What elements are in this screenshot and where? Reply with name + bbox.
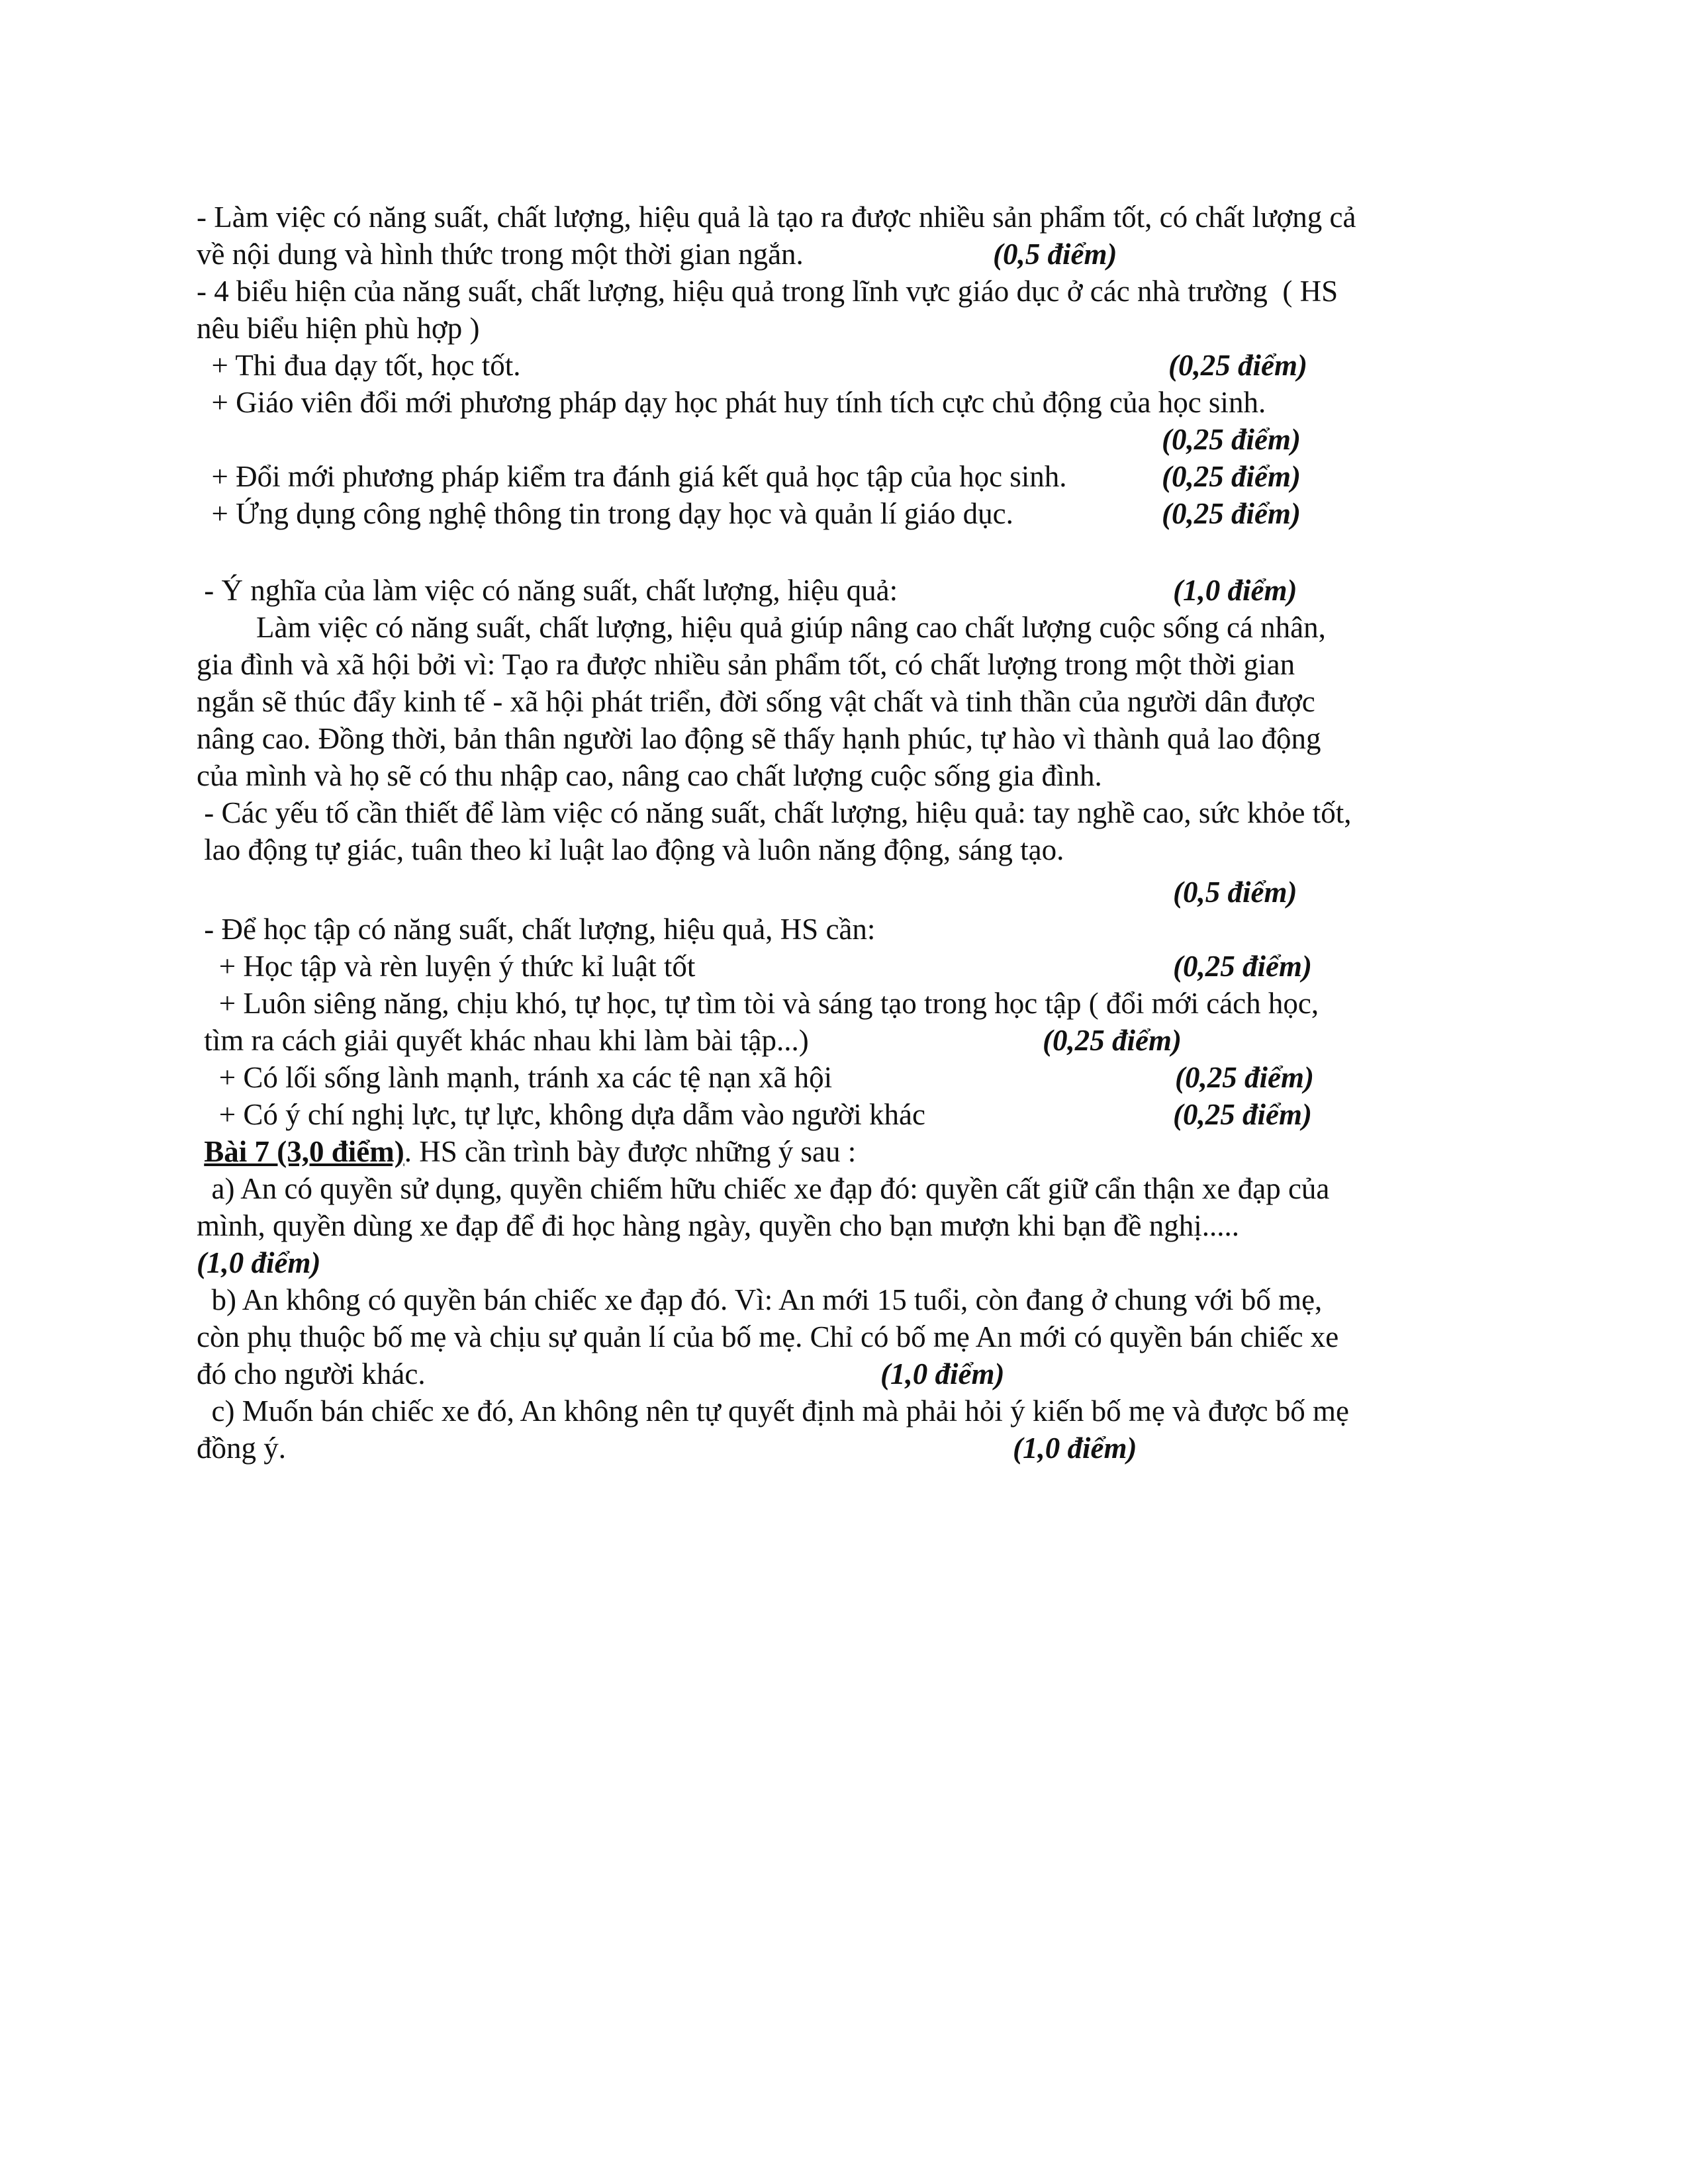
text-line: - 4 biểu hiện của năng suất, chất lượng, hiệu quả trong lĩnh vực giáo dục ở các nhà trường ( HS xyxy=(197,275,1338,308)
score-label: (1,0 điểm) xyxy=(1173,574,1297,607)
text-line: nêu biểu hiện phù hợp ) xyxy=(197,312,480,345)
text-line: đó cho người khác. xyxy=(197,1357,426,1390)
score-label: (0,5 điểm) xyxy=(1173,876,1297,909)
text-line: Làm việc có năng suất, chất lượng, hiệu quả giúp nâng cao chất lượng cuộc sống cá nhân, xyxy=(197,611,1326,644)
text-line: + Có ý chí nghị lực, tự lực, không dựa dẫm vào người khác xyxy=(197,1098,925,1131)
text-line: gia đình và xã hội bởi vì: Tạo ra được nhiều sản phẩm tốt, có chất lượng trong một thời gian xyxy=(197,648,1295,681)
text-line: - Để học tập có năng suất, chất lượng, hiệu quả, HS cần: xyxy=(197,913,876,946)
exercise-heading: Bài 7 (3,0 điểm) xyxy=(204,1135,404,1168)
text-line: lao động tự giác, tuân theo kỉ luật lao động và luôn năng động, sáng tạo. xyxy=(197,833,1064,866)
text-line: + Đổi mới phương pháp kiểm tra đánh giá kết quả học tập của học sinh. xyxy=(197,460,1067,493)
text-line: a) An có quyền sử dụng, quyền chiếm hữu chiếc xe đạp đó: quyền cất giữ cẩn thận xe đạp của xyxy=(197,1172,1330,1205)
score-label: (1,0 điểm) xyxy=(880,1357,1005,1390)
score-label: (0,25 điểm) xyxy=(1162,423,1301,456)
text-line: mình, quyền dùng xe đạp để đi học hàng ngày, quyền cho bạn mượn khi bạn đề nghị..... xyxy=(197,1209,1239,1242)
exercise-intro: . HS cần trình bày được những ý sau : xyxy=(404,1135,857,1168)
exercise-heading-line xyxy=(197,1133,856,1170)
text-line: + Luôn siêng năng, chịu khó, tự học, tự tìm tòi và sáng tạo trong học tập ( đổi mới cách học, xyxy=(197,987,1319,1020)
text-line: + Học tập và rèn luyện ý thức kỉ luật tốt xyxy=(197,950,696,983)
text-line: b) An không có quyền bán chiếc xe đạp đó. Vì: An mới 15 tuổi, còn đang ở chung với bố mẹ, xyxy=(197,1283,1323,1316)
score-label: (0,25 điểm) xyxy=(1175,1061,1314,1094)
text-line: + Thi đua dạy tốt, học tốt. xyxy=(197,349,521,382)
text-line: + Có lối sống lành mạnh, tránh xa các tệ nạn xã hội xyxy=(197,1061,833,1094)
score-label: (0,25 điểm) xyxy=(1043,1024,1182,1057)
text-line: - Làm việc có năng suất, chất lượng, hiệu quả là tạo ra được nhiều sản phẩm tốt, có chất lượng cả xyxy=(197,201,1356,234)
score-label: (0,25 điểm) xyxy=(1162,497,1301,530)
text-line: - Các yếu tố cần thiết để làm việc có năng suất, chất lượng, hiệu quả: tay nghề cao, sức khỏe tốt, xyxy=(197,796,1352,829)
text-line: + Ứng dụng công nghệ thông tin trong dạy học và quản lí giáo dục. xyxy=(197,497,1013,530)
text-line: về nội dung và hình thức trong một thời gian ngắn. xyxy=(197,238,804,271)
text-line: ngắn sẽ thúc đẩy kinh tế - xã hội phát triển, đời sống vật chất và tinh thần của người dân được xyxy=(197,685,1315,718)
text-line: nâng cao. Đồng thời, bản thân người lao động sẽ thấy hạnh phúc, tự hào vì thành quả lao động xyxy=(197,722,1321,755)
text-line: đồng ý. xyxy=(197,1432,286,1465)
score-label: (0,25 điểm) xyxy=(1162,460,1301,493)
text-line: của mình và họ sẽ có thu nhập cao, nâng cao chất lượng cuộc sống gia đình. xyxy=(197,759,1102,792)
text-line: c) Muốn bán chiếc xe đó, An không nên tự quyết định mà phải hỏi ý kiến bố mẹ và được bố mẹ xyxy=(197,1394,1349,1428)
text-line: + Giáo viên đổi mới phương pháp dạy học phát huy tính tích cực chủ động của học sinh. xyxy=(197,386,1266,419)
score-label: (0,25 điểm) xyxy=(1173,1098,1312,1131)
text-line: tìm ra cách giải quyết khác nhau khi làm bài tập...) xyxy=(197,1024,809,1057)
score-label: (0,5 điểm) xyxy=(993,238,1117,271)
text-line: còn phụ thuộc bố mẹ và chịu sự quản lí của bố mẹ. Chỉ có bố mẹ An mới có quyền bán chiếc xe xyxy=(197,1320,1339,1353)
score-label: (1,0 điểm) xyxy=(197,1246,321,1279)
text-line: - Ý nghĩa của làm việc có năng suất, chất lượng, hiệu quả: xyxy=(197,574,898,607)
score-label: (0,25 điểm) xyxy=(1173,950,1312,983)
score-label: (0,25 điểm) xyxy=(1168,349,1307,382)
score-label: (1,0 điểm) xyxy=(1013,1432,1137,1465)
